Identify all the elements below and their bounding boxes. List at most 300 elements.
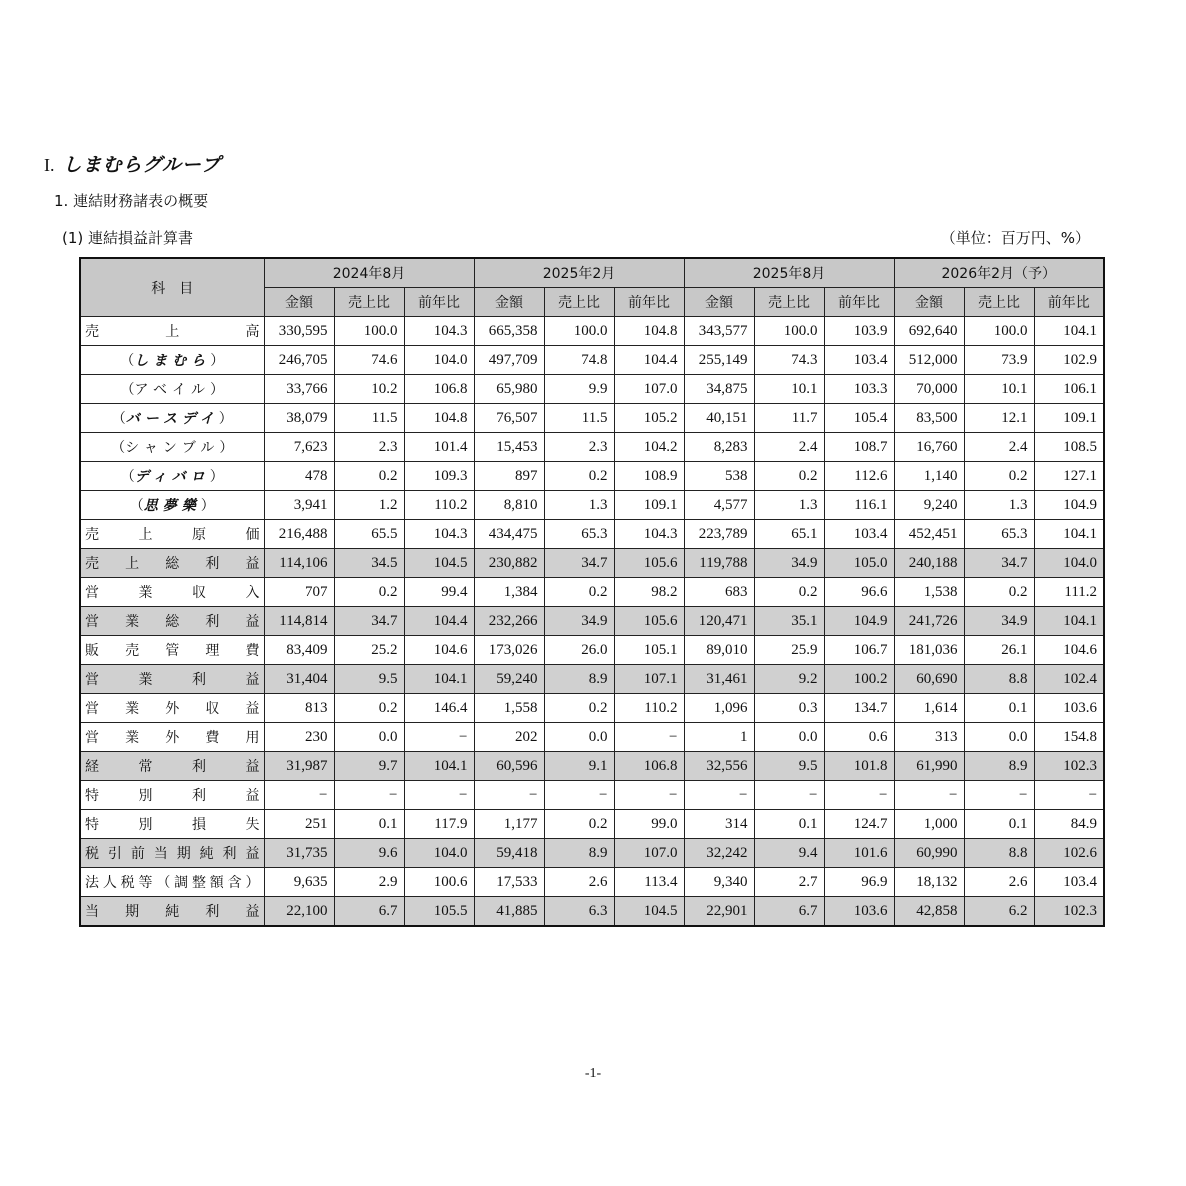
cell-sales-ratio: 6.2 (964, 897, 1034, 927)
cell-amount: 1,538 (894, 578, 964, 607)
cell-sales-ratio: 9.6 (334, 839, 404, 868)
segment-name: バースデイ (125, 411, 219, 427)
column-header-amount: 金額 (264, 288, 334, 317)
cell-sales-ratio: 65.3 (964, 520, 1034, 549)
cell-sales-ratio: 25.9 (754, 636, 824, 665)
cell-sales-ratio: 65.1 (754, 520, 824, 549)
cell-amount: 1,384 (474, 578, 544, 607)
table-row (80, 549, 1104, 578)
table-row (80, 868, 1104, 897)
table-body (80, 317, 1104, 927)
cell-yoy: 104.0 (404, 839, 474, 868)
cell-amount: 41,885 (474, 897, 544, 927)
cell-amount: 707 (264, 578, 334, 607)
cell-sales-ratio: 6.7 (754, 897, 824, 927)
cell-yoy: 99.4 (404, 578, 474, 607)
cell-amount: 512,000 (894, 346, 964, 375)
subsection-heading: (1) 連結損益計算書 (62, 229, 194, 247)
cell-amount: 31,461 (684, 665, 754, 694)
cell-amount: 40,151 (684, 404, 754, 433)
column-header-yoy: 前年比 (1034, 288, 1104, 317)
cell-sales-ratio: 9.9 (544, 375, 614, 404)
table-row (80, 665, 1104, 694)
cell-yoy: 104.2 (614, 433, 684, 462)
cell-sales-ratio: 0.3 (754, 694, 824, 723)
cell-amount: 8,283 (684, 433, 754, 462)
cell-amount: 22,901 (684, 897, 754, 927)
row-label (80, 897, 264, 927)
column-header-yoy: 前年比 (404, 288, 474, 317)
table-row (80, 839, 1104, 868)
cell-amount: 8,810 (474, 491, 544, 520)
cell-yoy: 104.9 (1034, 491, 1104, 520)
cell-sales-ratio: 8.9 (544, 665, 614, 694)
cell-yoy: 110.2 (614, 694, 684, 723)
cell-yoy: 104.8 (404, 404, 474, 433)
column-header-yoy: 前年比 (614, 288, 684, 317)
cell-sales-ratio: 0.1 (754, 810, 824, 839)
cell-sales-ratio: − (334, 781, 404, 810)
row-label-text: 営 業 利 益 (85, 672, 260, 688)
cell-amount: 497,709 (474, 346, 544, 375)
cell-sales-ratio: 73.9 (964, 346, 1034, 375)
cell-sales-ratio: 0.2 (334, 578, 404, 607)
cell-amount: 114,106 (264, 549, 334, 578)
row-label: （ バースデイ ） (80, 404, 264, 433)
cell-amount: 1,177 (474, 810, 544, 839)
cell-yoy: 104.1 (404, 665, 474, 694)
cell-yoy: 106.7 (824, 636, 894, 665)
cell-yoy: 104.0 (1034, 549, 1104, 578)
section-title (44, 150, 221, 177)
cell-sales-ratio: − (754, 781, 824, 810)
cell-amount: 34,875 (684, 375, 754, 404)
cell-yoy: 107.0 (614, 839, 684, 868)
row-label-text: 売 上 原 価 (85, 527, 260, 543)
cell-sales-ratio: 11.5 (334, 404, 404, 433)
row-label: （ シャンブル ） (80, 433, 264, 462)
cell-sales-ratio: 34.7 (544, 549, 614, 578)
cell-yoy: 99.0 (614, 810, 684, 839)
row-label-text: 売 上 高 (85, 324, 260, 340)
cell-yoy: − (404, 723, 474, 752)
cell-amount: 31,987 (264, 752, 334, 781)
cell-yoy: 101.8 (824, 752, 894, 781)
segment-name: 思夢樂 (143, 498, 201, 514)
cell-amount: 813 (264, 694, 334, 723)
cell-sales-ratio: 0.2 (754, 578, 824, 607)
cell-amount: − (264, 781, 334, 810)
cell-amount: 3,941 (264, 491, 334, 520)
row-label-text: 営 業 総 利 益 (85, 614, 260, 630)
column-header-amount: 金額 (894, 288, 964, 317)
cell-sales-ratio: 34.7 (334, 607, 404, 636)
cell-sales-ratio: 34.5 (334, 549, 404, 578)
cell-yoy: 101.4 (404, 433, 474, 462)
cell-sales-ratio: 26.0 (544, 636, 614, 665)
cell-amount: 223,789 (684, 520, 754, 549)
cell-amount: 38,079 (264, 404, 334, 433)
column-header-amount: 金額 (474, 288, 544, 317)
cell-yoy: 98.2 (614, 578, 684, 607)
cell-sales-ratio: 1.3 (544, 491, 614, 520)
row-label-text: 販 売 管 理 費 (85, 643, 260, 659)
cell-sales-ratio: 2.4 (964, 433, 1034, 462)
table-row (80, 491, 1104, 520)
table-row (80, 607, 1104, 636)
cell-sales-ratio: 74.3 (754, 346, 824, 375)
cell-sales-ratio: 0.2 (964, 462, 1034, 491)
cell-yoy: 104.3 (404, 520, 474, 549)
cell-sales-ratio: 0.0 (964, 723, 1034, 752)
period-header: 2025年2月 (474, 258, 684, 288)
cell-yoy: − (614, 723, 684, 752)
column-header-sales-ratio: 売上比 (964, 288, 1034, 317)
item-header: 科 目 (80, 258, 264, 317)
cell-yoy: 105.5 (404, 897, 474, 927)
cell-yoy: 103.6 (1034, 694, 1104, 723)
cell-sales-ratio: 100.0 (334, 317, 404, 346)
cell-sales-ratio: 0.0 (544, 723, 614, 752)
cell-amount: 665,358 (474, 317, 544, 346)
cell-amount: 181,036 (894, 636, 964, 665)
cell-sales-ratio: 12.1 (964, 404, 1034, 433)
column-header-amount: 金額 (684, 288, 754, 317)
cell-yoy: 96.6 (824, 578, 894, 607)
cell-yoy: 104.4 (614, 346, 684, 375)
column-header-yoy: 前年比 (824, 288, 894, 317)
cell-sales-ratio: 2.6 (964, 868, 1034, 897)
cell-yoy: 104.6 (1034, 636, 1104, 665)
cell-sales-ratio: 1.2 (334, 491, 404, 520)
row-label: （ しまむら ） (80, 346, 264, 375)
row-label (80, 578, 264, 607)
cell-sales-ratio: 0.0 (754, 723, 824, 752)
cell-yoy: 105.1 (614, 636, 684, 665)
row-label (80, 868, 264, 897)
cell-sales-ratio: 0.2 (544, 462, 614, 491)
cell-sales-ratio: 8.9 (544, 839, 614, 868)
cell-sales-ratio: 0.2 (334, 462, 404, 491)
cell-yoy: 109.1 (614, 491, 684, 520)
cell-amount: 61,990 (894, 752, 964, 781)
cell-yoy: 102.3 (1034, 752, 1104, 781)
row-label (80, 723, 264, 752)
cell-amount: 478 (264, 462, 334, 491)
roman-numeral: I. (44, 155, 55, 175)
cell-yoy: 104.6 (404, 636, 474, 665)
cell-yoy: 100.6 (404, 868, 474, 897)
cell-amount: 31,404 (264, 665, 334, 694)
cell-amount: 22,100 (264, 897, 334, 927)
cell-amount: 32,556 (684, 752, 754, 781)
cell-sales-ratio: 11.7 (754, 404, 824, 433)
segment-name: アベイル (134, 382, 210, 398)
cell-amount: 119,788 (684, 549, 754, 578)
cell-yoy: 108.9 (614, 462, 684, 491)
table-row (80, 694, 1104, 723)
cell-amount: 330,595 (264, 317, 334, 346)
cell-yoy: 104.1 (1034, 317, 1104, 346)
cell-amount: 240,188 (894, 549, 964, 578)
cell-amount: 120,471 (684, 607, 754, 636)
row-label: （ ディバロ ） (80, 462, 264, 491)
cell-amount: 230,882 (474, 549, 544, 578)
cell-amount: 42,858 (894, 897, 964, 927)
cell-amount: 452,451 (894, 520, 964, 549)
cell-amount: 1,000 (894, 810, 964, 839)
cell-yoy: 105.6 (614, 607, 684, 636)
cell-yoy: 108.7 (824, 433, 894, 462)
cell-yoy: 100.2 (824, 665, 894, 694)
cell-sales-ratio: 34.9 (964, 607, 1034, 636)
row-label-text: 売 上 総 利 益 (85, 556, 260, 572)
cell-sales-ratio: 2.9 (334, 868, 404, 897)
row-label (80, 607, 264, 636)
cell-sales-ratio: 2.6 (544, 868, 614, 897)
cell-sales-ratio: 34.9 (754, 549, 824, 578)
cell-sales-ratio: 11.5 (544, 404, 614, 433)
cell-amount: 1,614 (894, 694, 964, 723)
cell-amount: 32,242 (684, 839, 754, 868)
cell-sales-ratio: 0.1 (964, 694, 1034, 723)
table-row (80, 897, 1104, 927)
cell-yoy: 0.6 (824, 723, 894, 752)
group-logo: しまむらグループ (62, 154, 221, 176)
row-label (80, 549, 264, 578)
cell-yoy: 124.7 (824, 810, 894, 839)
cell-amount: 897 (474, 462, 544, 491)
cell-sales-ratio: 0.0 (334, 723, 404, 752)
cell-amount: 60,990 (894, 839, 964, 868)
table-row (80, 404, 1104, 433)
cell-yoy: 109.3 (404, 462, 474, 491)
cell-sales-ratio: 10.1 (754, 375, 824, 404)
table-row (80, 462, 1104, 491)
page-number: -1- (584, 1066, 602, 1081)
cell-yoy: 154.8 (1034, 723, 1104, 752)
cell-yoy: 104.8 (614, 317, 684, 346)
table-row (80, 346, 1104, 375)
cell-sales-ratio: 100.0 (754, 317, 824, 346)
cell-yoy: 103.9 (824, 317, 894, 346)
cell-sales-ratio: 0.2 (544, 694, 614, 723)
cell-amount: − (684, 781, 754, 810)
period-header-row (80, 258, 1104, 288)
cell-yoy: 104.4 (404, 607, 474, 636)
row-label: （ アベイル ） (80, 375, 264, 404)
cell-amount: 7,623 (264, 433, 334, 462)
cell-yoy: 102.9 (1034, 346, 1104, 375)
cell-sales-ratio: 25.2 (334, 636, 404, 665)
table-row (80, 752, 1104, 781)
cell-amount: 9,340 (684, 868, 754, 897)
cell-yoy: 112.6 (824, 462, 894, 491)
cell-sales-ratio: 6.3 (544, 897, 614, 927)
cell-amount: 65,980 (474, 375, 544, 404)
segment-name: シャンブル (125, 440, 220, 456)
column-header-sales-ratio: 売上比 (754, 288, 824, 317)
cell-sales-ratio: 0.2 (334, 694, 404, 723)
cell-sales-ratio: 0.2 (964, 578, 1034, 607)
cell-amount: 59,240 (474, 665, 544, 694)
cell-yoy: 101.6 (824, 839, 894, 868)
table-row (80, 375, 1104, 404)
cell-yoy: 106.8 (614, 752, 684, 781)
cell-amount: 232,266 (474, 607, 544, 636)
cell-amount: 33,766 (264, 375, 334, 404)
row-label (80, 781, 264, 810)
cell-yoy: 102.6 (1034, 839, 1104, 868)
row-label-text: 当 期 純 利 益 (85, 904, 260, 920)
period-header: 2026年2月（予） (894, 258, 1104, 288)
cell-yoy: 104.1 (404, 752, 474, 781)
cell-yoy: 104.1 (1034, 520, 1104, 549)
table-row (80, 578, 1104, 607)
row-label (80, 520, 264, 549)
cell-yoy: 103.4 (824, 520, 894, 549)
cell-amount: 255,149 (684, 346, 754, 375)
cell-amount: 31,735 (264, 839, 334, 868)
cell-yoy: − (614, 781, 684, 810)
cell-sales-ratio: 2.3 (544, 433, 614, 462)
cell-yoy: 110.2 (404, 491, 474, 520)
cell-amount: 216,488 (264, 520, 334, 549)
cell-amount: 1 (684, 723, 754, 752)
cell-sales-ratio: 10.2 (334, 375, 404, 404)
row-label-text: 法 人 税 等 （ 調 整 額 含 ） (85, 875, 260, 891)
cell-amount: 76,507 (474, 404, 544, 433)
cell-sales-ratio: 74.6 (334, 346, 404, 375)
period-header: 2025年8月 (684, 258, 894, 288)
cell-yoy: 102.3 (1034, 897, 1104, 927)
cell-yoy: 107.1 (614, 665, 684, 694)
cell-yoy: 104.5 (404, 549, 474, 578)
cell-amount: 9,240 (894, 491, 964, 520)
segment-name: しまむら (134, 353, 211, 369)
period-header: 2024年8月 (264, 258, 474, 288)
cell-yoy: 117.9 (404, 810, 474, 839)
cell-sales-ratio: 74.8 (544, 346, 614, 375)
cell-amount: 202 (474, 723, 544, 752)
cell-sales-ratio: 35.1 (754, 607, 824, 636)
cell-yoy: 134.7 (824, 694, 894, 723)
cell-sales-ratio: 2.7 (754, 868, 824, 897)
cell-yoy: 104.3 (614, 520, 684, 549)
cell-yoy: 105.4 (824, 404, 894, 433)
cell-sales-ratio: − (544, 781, 614, 810)
cell-amount: 83,409 (264, 636, 334, 665)
table-row (80, 781, 1104, 810)
cell-sales-ratio: 10.1 (964, 375, 1034, 404)
table-row (80, 317, 1104, 346)
column-header-sales-ratio: 売上比 (334, 288, 404, 317)
cell-yoy: 127.1 (1034, 462, 1104, 491)
cell-sales-ratio: 1.3 (964, 491, 1034, 520)
table-row (80, 723, 1104, 752)
cell-amount: 18,132 (894, 868, 964, 897)
cell-yoy: − (1034, 781, 1104, 810)
cell-sales-ratio: 9.7 (334, 752, 404, 781)
row-label: （ 思夢樂 ） (80, 491, 264, 520)
cell-sales-ratio: 100.0 (964, 317, 1034, 346)
cell-sales-ratio: 0.2 (544, 810, 614, 839)
cell-yoy: 103.6 (824, 897, 894, 927)
cell-yoy: 104.0 (404, 346, 474, 375)
cell-sales-ratio: 8.8 (964, 839, 1034, 868)
table-row (80, 810, 1104, 839)
cell-yoy: 106.8 (404, 375, 474, 404)
row-label-text: 特 別 損 失 (85, 817, 260, 833)
cell-amount: 4,577 (684, 491, 754, 520)
cell-yoy: 104.5 (614, 897, 684, 927)
row-label-text: 特 別 利 益 (85, 788, 260, 804)
cell-sales-ratio: 2.3 (334, 433, 404, 462)
row-label-text: 営 業 外 収 益 (85, 701, 260, 717)
table-row (80, 636, 1104, 665)
cell-amount: 17,533 (474, 868, 544, 897)
cell-amount: 230 (264, 723, 334, 752)
cell-amount: 83,500 (894, 404, 964, 433)
cell-yoy: 105.0 (824, 549, 894, 578)
cell-amount: 683 (684, 578, 754, 607)
cell-amount: 692,640 (894, 317, 964, 346)
cell-sales-ratio: 100.0 (544, 317, 614, 346)
cell-sales-ratio: 0.1 (334, 810, 404, 839)
cell-yoy: − (824, 781, 894, 810)
row-label-text: 営 業 収 入 (85, 585, 260, 601)
cell-sales-ratio: 8.9 (964, 752, 1034, 781)
cell-yoy: 103.3 (824, 375, 894, 404)
cell-yoy: 106.1 (1034, 375, 1104, 404)
cell-amount: 15,453 (474, 433, 544, 462)
cell-amount: 1,558 (474, 694, 544, 723)
unit-note: （単位：百万円、%） (940, 229, 1090, 247)
cell-amount: 251 (264, 810, 334, 839)
cell-amount: 89,010 (684, 636, 754, 665)
cell-amount: 59,418 (474, 839, 544, 868)
cell-yoy: 103.4 (1034, 868, 1104, 897)
column-header-sales-ratio: 売上比 (544, 288, 614, 317)
cell-yoy: 111.2 (1034, 578, 1104, 607)
cell-sales-ratio: 9.5 (754, 752, 824, 781)
cell-yoy: 116.1 (824, 491, 894, 520)
cell-yoy: 104.3 (404, 317, 474, 346)
cell-amount: 1,140 (894, 462, 964, 491)
cell-yoy: 104.9 (824, 607, 894, 636)
cell-amount: 173,026 (474, 636, 544, 665)
cell-amount: 314 (684, 810, 754, 839)
row-label (80, 810, 264, 839)
row-label (80, 665, 264, 694)
cell-sales-ratio: 26.1 (964, 636, 1034, 665)
cell-amount: 60,596 (474, 752, 544, 781)
cell-sales-ratio: 65.5 (334, 520, 404, 549)
row-label-text: 税 引 前 当 期 純 利 益 (85, 846, 260, 862)
cell-sales-ratio: 0.2 (544, 578, 614, 607)
table-row (80, 433, 1104, 462)
cell-sales-ratio: 1.3 (754, 491, 824, 520)
cell-amount: 538 (684, 462, 754, 491)
cell-amount: 60,690 (894, 665, 964, 694)
cell-amount: 70,000 (894, 375, 964, 404)
cell-yoy: 84.9 (1034, 810, 1104, 839)
cell-yoy: 146.4 (404, 694, 474, 723)
cell-yoy: 105.2 (614, 404, 684, 433)
cell-sales-ratio: 9.5 (334, 665, 404, 694)
cell-sales-ratio: 8.8 (964, 665, 1034, 694)
row-label-text: 営 業 外 費 用 (85, 730, 260, 746)
